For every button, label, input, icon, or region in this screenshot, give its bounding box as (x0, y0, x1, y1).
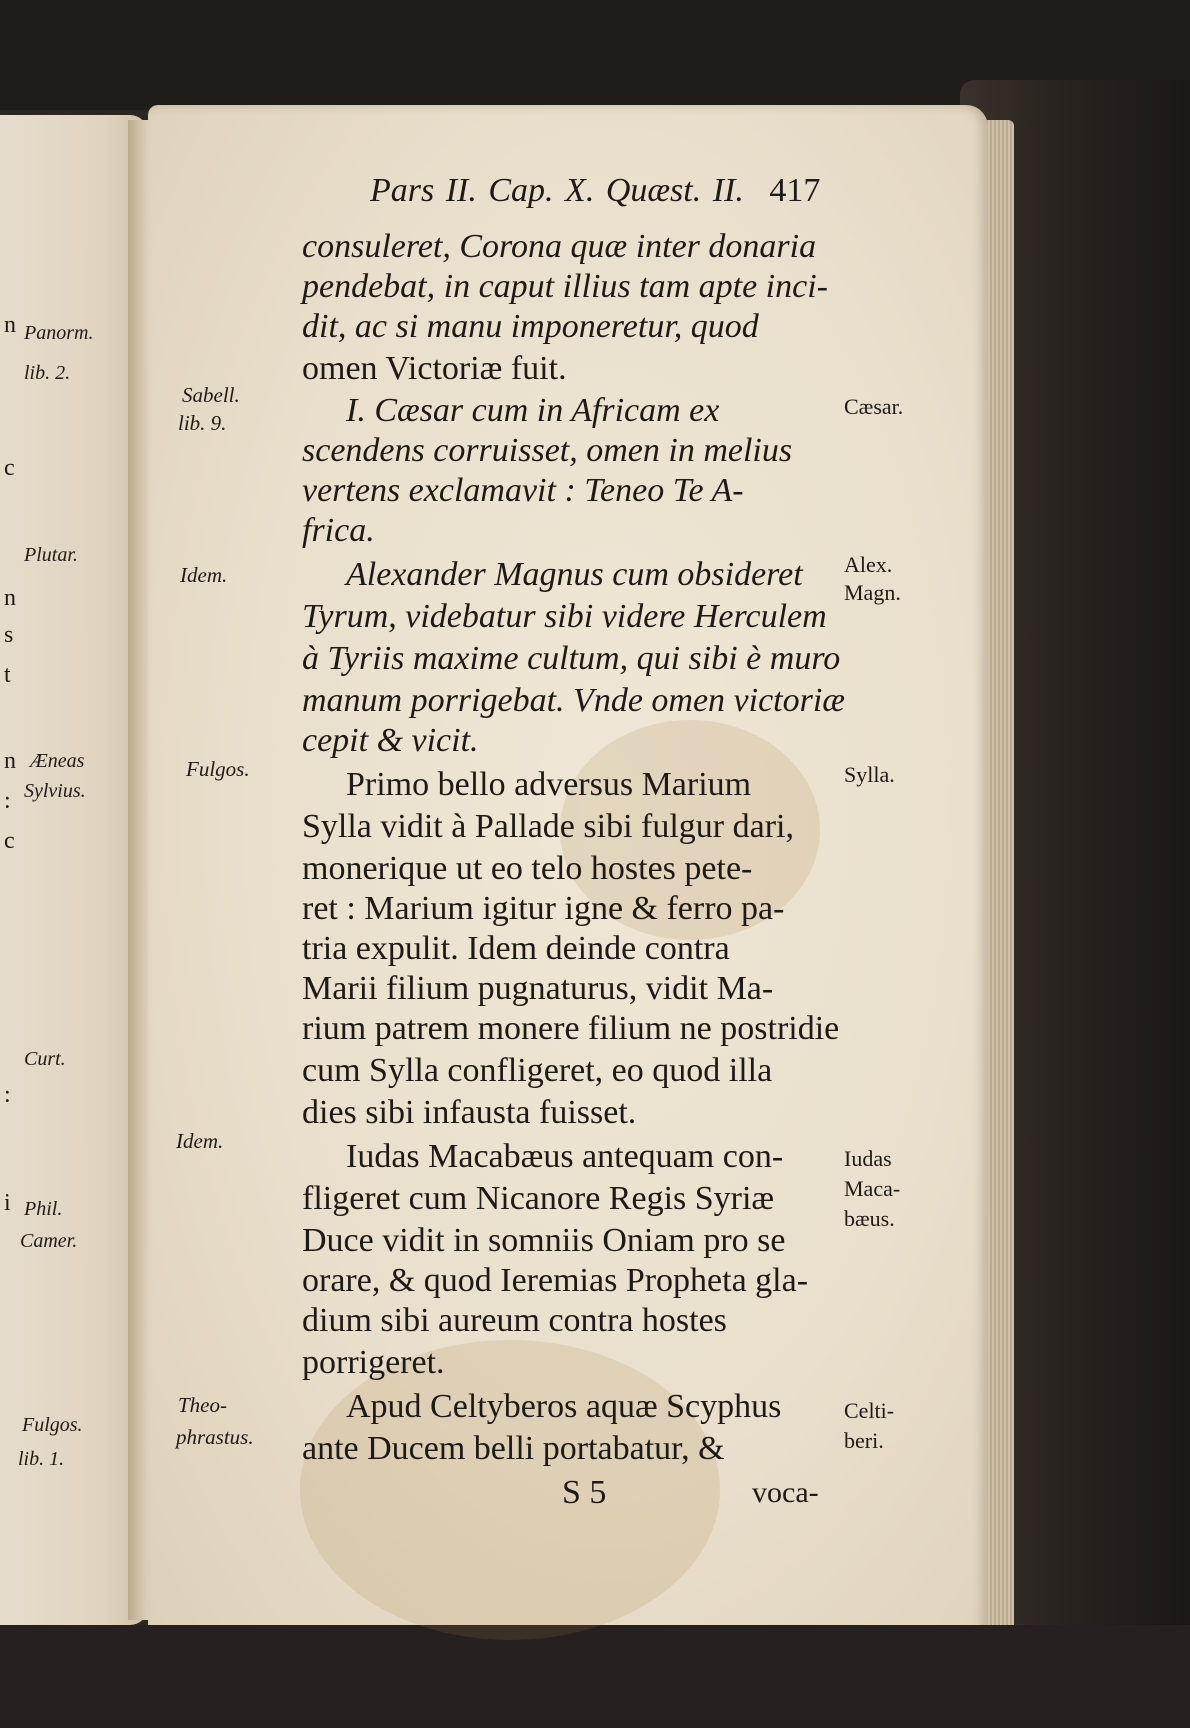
text-line: Sylla vidit à Pallade sibi fulgur dari, (302, 808, 794, 845)
left-fragment: : (4, 1082, 11, 1108)
left-margin-note: Camer. (20, 1230, 78, 1252)
catchword: voca- (752, 1476, 819, 1509)
left-margin-note: Sylvius. (24, 780, 86, 802)
text-line: dies sibi infausta fuisset. (302, 1094, 637, 1131)
text-line: I. Cæsar cum in Africam ex (346, 392, 720, 429)
margin-note: Iudas (844, 1146, 892, 1171)
text-line: Tyrum, videbatur sibi videre Herculem (302, 598, 827, 635)
left-fragment: s (4, 622, 14, 648)
text-line: frica. (302, 512, 375, 549)
margin-note: Alex. (844, 552, 893, 577)
text-line: scendens corruisset, omen in melius (302, 432, 793, 469)
left-fragment: t (4, 662, 11, 688)
text-line: cepit & vicit. (302, 722, 479, 759)
text-line: vertens exclamavit : Teneo Te A- (302, 472, 744, 509)
text-line: rium patrem monere filium ne postridie (302, 1010, 840, 1047)
text-line: monerique ut eo telo hostes pete- (302, 850, 753, 887)
left-margin-note: Phil. (24, 1198, 63, 1220)
left-fragment: c (4, 455, 15, 481)
left-fragment: i (4, 1190, 11, 1216)
text-line: tria expulit. Idem deinde contra (302, 930, 730, 967)
text-line: Alexander Magnus cum obsideret (346, 556, 803, 593)
text-line: manum porrigebat. Vnde omen victoriæ (302, 682, 845, 719)
text-line: à Tyriis maxime cultum, qui sibi è muro (302, 640, 841, 677)
left-margin-note: Curt. (24, 1048, 66, 1070)
signature-mark: S 5 (562, 1474, 607, 1511)
left-margin-note: lib. 1. (18, 1448, 65, 1470)
margin-note: Idem. (176, 1129, 224, 1153)
left-fragment: c (4, 828, 15, 854)
text-line: dit, ac si manu imponeretur, quod (302, 308, 759, 345)
left-fragment: n (4, 312, 16, 338)
margin-note: Sylla. (844, 762, 895, 787)
backdrop-bottom (0, 1625, 1190, 1728)
margin-note: beri. (844, 1428, 884, 1453)
running-head-title: Pars II. Cap. X. Quæst. II. (370, 172, 744, 209)
margin-note: Theo- (178, 1393, 227, 1417)
text-line: orare, & quod Ieremias Propheta gla- (302, 1262, 809, 1299)
left-margin-note: Plutar. (24, 544, 78, 566)
text-line: Apud Celtyberos aquæ Scyphus (346, 1388, 782, 1425)
text-line: pendebat, in caput illius tam apte inci- (302, 268, 828, 305)
left-margin-note: lib. 2. (24, 362, 71, 384)
margin-note: lib. 9. (178, 411, 227, 435)
text-line: dium sibi aureum contra hostes (302, 1302, 727, 1339)
margin-note: Cæsar. (844, 394, 904, 419)
text-line: ante Ducem belli portabatur, & (302, 1430, 725, 1467)
text-line-content: consuleret, Corona quæ inter donaria (302, 228, 817, 265)
margin-note: bæus. (844, 1206, 895, 1231)
text-line: Primo bello adversus Marium (346, 766, 752, 803)
text-line: omen Victoriæ fuit. (302, 350, 567, 387)
text-line: ret : Marium igitur igne & ferro pa- (302, 890, 785, 927)
margin-note: Celti- (844, 1398, 895, 1423)
text-line: fligeret cum Nicanore Regis Syriæ (302, 1180, 775, 1217)
text-line: cum Sylla confligeret, eo quod illa (302, 1052, 773, 1089)
text-line: Duce vidit in somniis Oniam pro se (302, 1222, 786, 1259)
left-fragment: : (4, 788, 11, 814)
margin-note: Fulgos. (186, 757, 250, 781)
margin-note: Idem. (180, 563, 228, 587)
left-margin-note: Panorm. (24, 322, 94, 344)
running-head (370, 172, 820, 210)
water-stain (300, 1340, 720, 1640)
left-fragment: n (4, 748, 16, 774)
margin-note: Maca- (844, 1176, 901, 1201)
left-margin-note: Fulgos. (22, 1414, 83, 1436)
page-number: 417 (769, 172, 821, 209)
text-line (302, 228, 836, 266)
margin-note: phrastus. (176, 1425, 254, 1449)
margin-note: Sabell. (182, 383, 240, 407)
left-margin-note: Æneas (30, 750, 85, 772)
text-line: Marii filium pugnaturus, vidit Ma- (302, 970, 774, 1007)
left-fragment: n (4, 585, 16, 611)
margin-note: Magn. (844, 580, 901, 605)
text-line: porrigeret. (302, 1344, 445, 1381)
text-line: Iudas Macabæus antequam con- (346, 1138, 784, 1175)
